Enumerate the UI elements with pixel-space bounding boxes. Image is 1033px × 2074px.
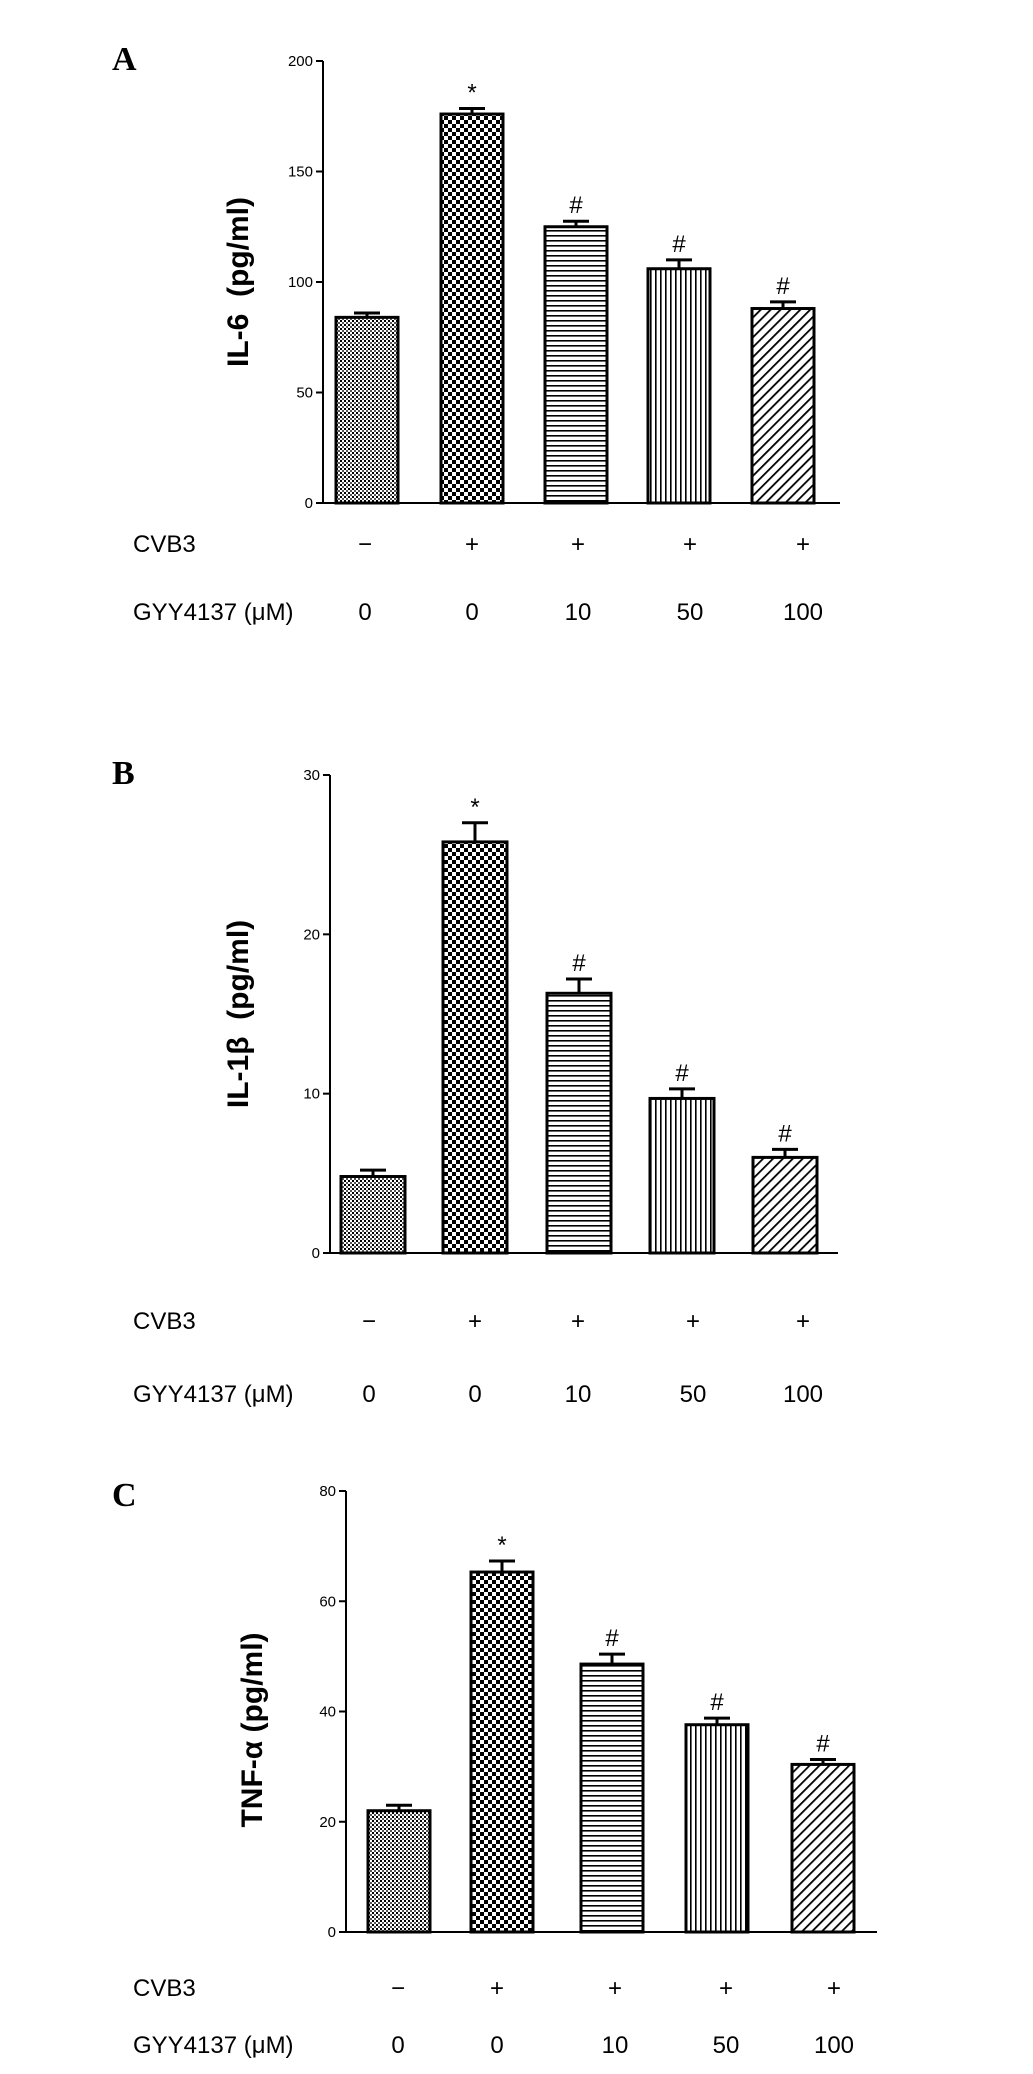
- y-tick-label: 10: [303, 1085, 320, 1103]
- condition-value: −: [390, 1975, 406, 2002]
- significance-marker: #: [672, 230, 686, 258]
- condition-value: 10: [564, 1381, 592, 1408]
- panel-label: A: [112, 41, 137, 78]
- significance-marker: #: [572, 949, 586, 977]
- condition-value: 0: [362, 1381, 376, 1408]
- condition-value: 10: [564, 599, 592, 626]
- bar: [581, 1664, 643, 1932]
- condition-value: +: [570, 1308, 586, 1335]
- condition-value: 100: [813, 2032, 855, 2059]
- bar: [650, 1098, 714, 1253]
- condition-row-label: CVB3: [133, 531, 196, 558]
- bar: [341, 1177, 405, 1253]
- condition-value: +: [489, 1975, 505, 2002]
- condition-value: 50: [712, 2032, 740, 2059]
- condition-value: 0: [465, 599, 479, 626]
- y-tick-label: 50: [296, 384, 313, 402]
- significance-marker: #: [605, 1625, 619, 1653]
- bar: [443, 842, 507, 1253]
- condition-row-label: CVB3: [133, 1975, 196, 2002]
- significance-marker: #: [710, 1689, 724, 1717]
- condition-value: +: [718, 1975, 734, 2002]
- y-tick-label: 100: [287, 274, 313, 291]
- significance-marker: *: [470, 793, 480, 821]
- condition-value: +: [795, 531, 811, 558]
- significance-marker: #: [816, 1730, 830, 1758]
- condition-value: +: [570, 531, 586, 558]
- condition-value: +: [682, 531, 698, 558]
- condition-value: +: [685, 1308, 701, 1335]
- condition-value: +: [826, 1975, 842, 2002]
- y-axis-label: TNF-α (pg/ml): [236, 1632, 269, 1828]
- bar: [792, 1764, 854, 1932]
- condition-value: 0: [358, 599, 372, 626]
- condition-row-label: GYY4137 (μM): [133, 599, 294, 626]
- bar: [471, 1572, 533, 1932]
- y-tick-label: 0: [311, 1245, 320, 1262]
- condition-value: +: [467, 1308, 483, 1335]
- significance-marker: #: [675, 1059, 689, 1087]
- y-tick-label: 20: [319, 1813, 336, 1831]
- significance-marker: #: [778, 1120, 792, 1148]
- y-tick-label: 0: [327, 1924, 336, 1941]
- condition-value: 0: [468, 1381, 482, 1408]
- bar: [545, 227, 607, 503]
- bar: [368, 1811, 430, 1932]
- condition-row-label: CVB3: [133, 1308, 196, 1335]
- significance-marker: *: [467, 79, 477, 107]
- bar: [753, 1157, 817, 1253]
- significance-marker: #: [569, 192, 583, 220]
- y-tick-label: 200: [287, 53, 313, 70]
- y-tick-label: 20: [303, 926, 320, 944]
- significance-marker: #: [776, 272, 790, 300]
- bar: [752, 309, 814, 503]
- bar: [547, 993, 611, 1253]
- condition-value: −: [357, 531, 373, 558]
- y-tick-label: 30: [303, 767, 320, 784]
- condition-value: 50: [676, 599, 704, 626]
- bar: [686, 1725, 748, 1932]
- condition-value: 0: [391, 2032, 405, 2059]
- y-tick-label: 80: [319, 1483, 336, 1500]
- condition-value: 100: [782, 599, 824, 626]
- condition-value: 100: [782, 1381, 824, 1408]
- condition-row-label: GYY4137 (μM): [133, 1381, 294, 1408]
- y-tick-label: 40: [319, 1703, 336, 1721]
- condition-value: +: [464, 531, 480, 558]
- y-tick-label: 0: [304, 495, 313, 512]
- condition-value: 10: [601, 2032, 629, 2059]
- bar: [648, 269, 710, 503]
- y-axis-label: IL-1β (pg/ml): [222, 919, 255, 1109]
- condition-row-label: GYY4137 (μM): [133, 2032, 294, 2059]
- y-tick-label: 150: [287, 163, 313, 181]
- condition-value: +: [795, 1308, 811, 1335]
- condition-value: 0: [490, 2032, 504, 2059]
- condition-value: +: [607, 1975, 623, 2002]
- significance-marker: *: [497, 1532, 507, 1560]
- bar: [336, 317, 398, 503]
- panel-label: B: [112, 755, 135, 792]
- y-axis-label: IL-6 (pg/ml): [222, 197, 255, 367]
- condition-value: 50: [679, 1381, 707, 1408]
- y-tick-label: 60: [319, 1593, 336, 1611]
- bar: [441, 114, 503, 503]
- condition-value: −: [361, 1308, 377, 1335]
- panel-label: C: [112, 1477, 137, 1514]
